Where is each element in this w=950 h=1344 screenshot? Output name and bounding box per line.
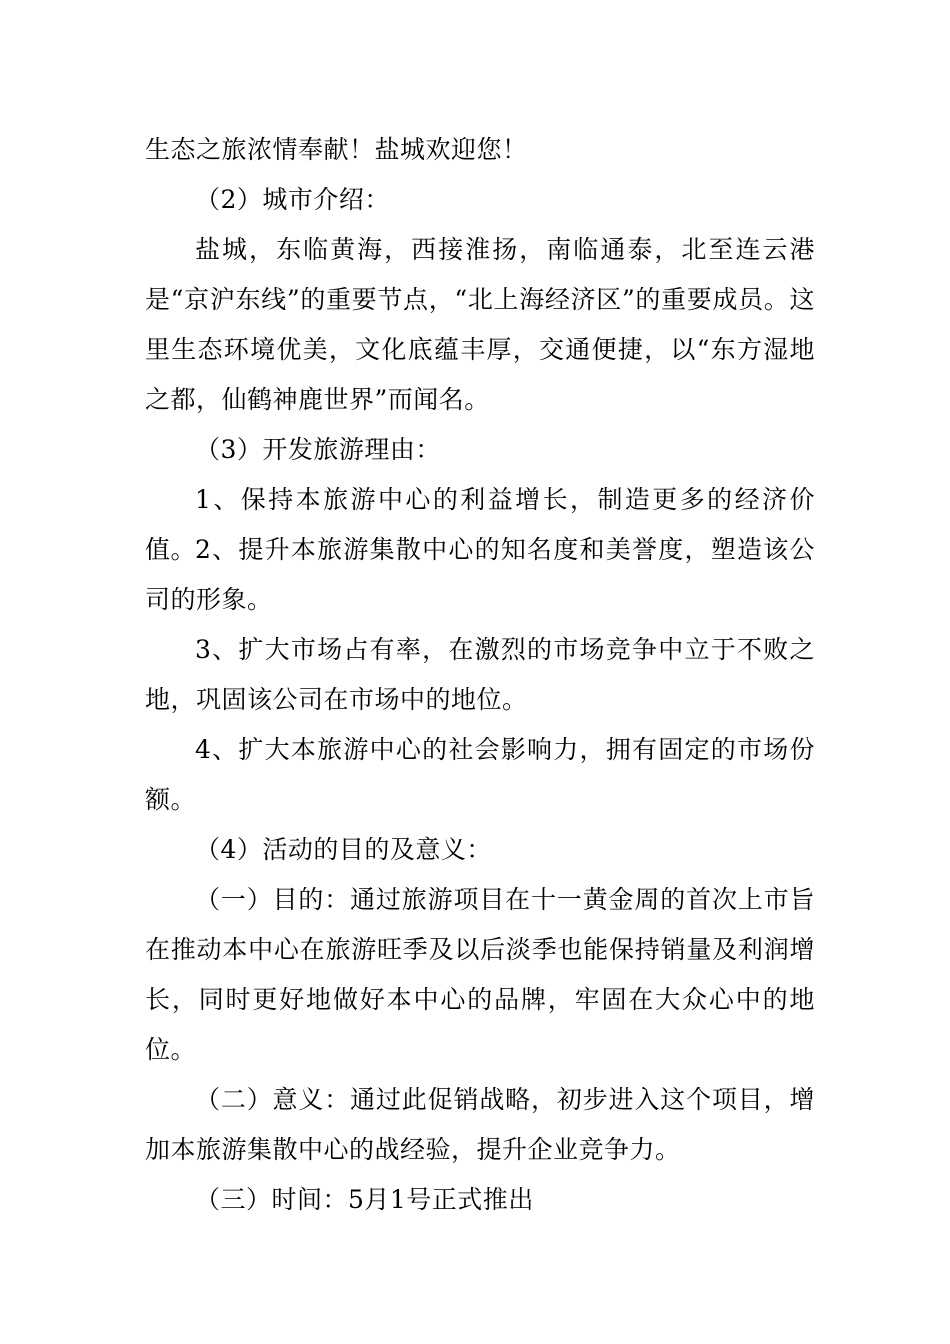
heading-purpose-meaning: （4）活动的目的及意义： — [195, 835, 492, 864]
paragraph-city-intro: 盐城，东临黄海，西接淮扬，南临通泰，北至连云港是“京沪东线”的重要节点，“北上海经济区”的重要成员。这里生态环境优美，文化底蕴丰厚，交通便捷，以“东方湿地之都，仙鹤神鹿世界”而闻名。 — [145, 235, 815, 414]
paragraph-slogan: 生态之旅浓情奉献！盐城欢迎您！ — [145, 135, 528, 164]
paragraph-purpose: （一）目的：通过旅游项目在十一黄金周的首次上市旨在推动本中心在旅游旺季及以后淡季也能保持销量及利润增长，同时更好地做好本中心的品牌，牢固在大众心中的地位。 — [145, 885, 815, 1064]
reason-item-1: 1、保持本旅游中心的利益增长，制造更多的经济价值。 — [145, 485, 815, 564]
paragraph-time: （三）时间：5月1号正式推出 — [195, 1185, 534, 1214]
heading-reasons: （3）开发旅游理由： — [195, 435, 441, 464]
reason-item-2: 2、提升本旅游集散中心的知名度和美誉度，塑造该公司的形象。 — [145, 535, 815, 614]
reason-item-4: 4、扩大本旅游中心的社会影响力，拥有固定的市场份额。 — [145, 735, 815, 814]
reason-item-3: 3、扩大市场占有率，在激烈的市场竞争中立于不败之地，巩固该公司在市场中的地位。 — [145, 635, 815, 714]
paragraph-meaning: （二）意义：通过此促销战略，初步进入这个项目，增加本旅游集散中心的战经验，提升企业竞争力。 — [145, 1085, 815, 1164]
heading-city-intro: （2）城市介绍： — [195, 185, 390, 214]
